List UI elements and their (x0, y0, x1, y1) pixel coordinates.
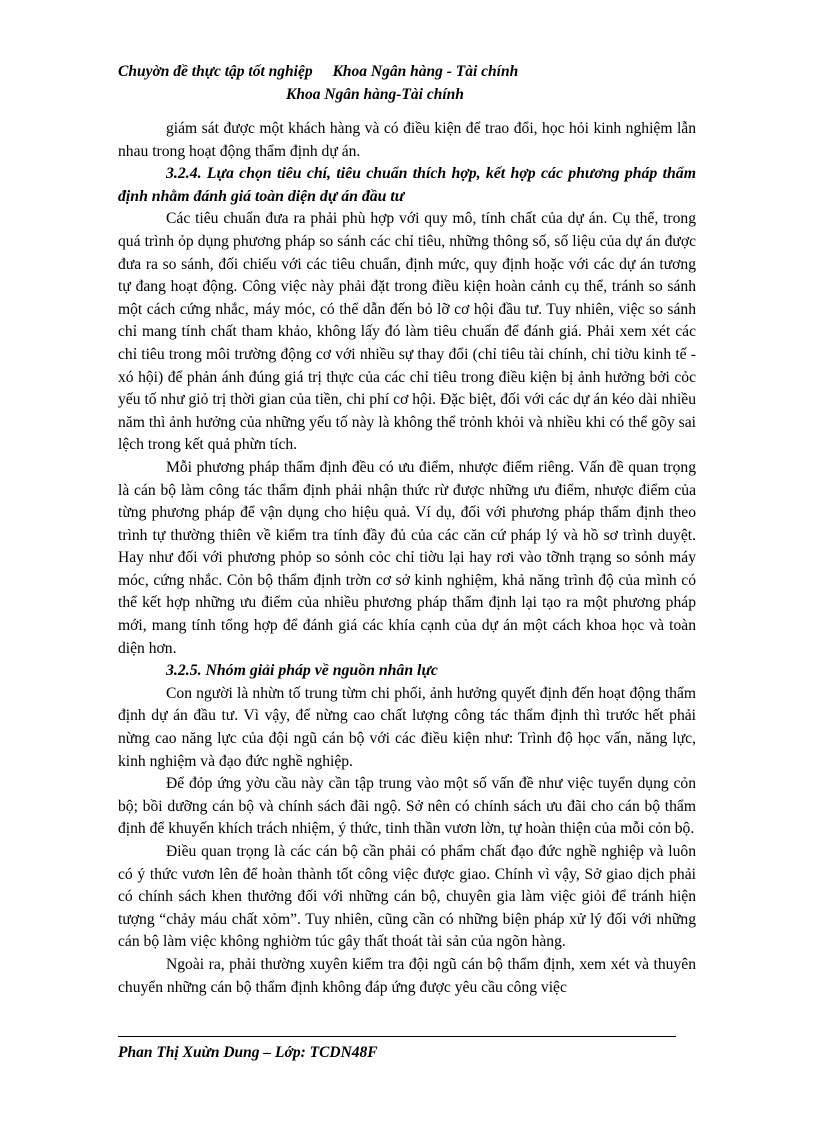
header-faculty: Khoa Ngân hàng - Tài chính (332, 63, 519, 80)
paragraph-methods: Mỗi phương pháp thẩm định đều có ưu điểm, nhược điểm riêng. Vấn đề quan trọng là cán bộ làm công tác thẩm định phải nhận thức rừ được những ưu điểm, nhược điểm của từng phương pháp để vận dụng cho hiệu quả. Ví dụ, đối với phương pháp thẩm định theo trình tự thường thiên về kiểm tra tính đầy đủ của các căn cứ pháp lý và hồ sơ trình duyệt. Hay như đối với phương phỏp so sỏnh cỏc chỉ tiờu lại hay rơi vào tỡnh trạng so sỏnh máy móc, cứng nhắc. Cỏn bộ thẩm định trờn cơ sở kinh nghiệm, khả năng trình độ của mình có thể kết hợp những ưu điểm của nhiều phương pháp thẩm định lại tạo ra một phương pháp mới, mang tính tổng hợp để đánh giá các khía cạnh của dự án một cách khoa học và toàn diện hơn. (118, 458, 696, 657)
header-line-1 (118, 60, 718, 83)
header-line-2: Khoa Ngân hàng-Tài chính (286, 86, 464, 103)
paragraph-criteria: Các tiêu chuẩn đưa ra phải phù hợp với quy mô, tính chất của dự án. Cụ thể, trong quá trình ỏp dụng phương pháp so sánh các chỉ tiêu, những thông số, số liệu của dự án được đưa ra so sánh, đối chiếu với các tiêu chuẩn, định mức, quy định hoặc với các dự án tương tự đang hoạt động. Công việc này phải đặt trong điều kiện hoàn cảnh cụ thể, tránh so sánh một cách cứng nhắc, máy móc, có thể dẫn đến bỏ lỡ cơ hội đầu tư. Tuy nhiên, việc so sánh chỉ mang tính chất tham khảo, không lấy đó làm tiêu chuẩn để đánh giá. Phải xem xét các chỉ tiêu trong môi trường động cơ với nhiều sự thay đổi (chỉ tiêu tài chính, chỉ tiờu kinh tế - xó hội) để phản ánh đúng giá trị thực của các chỉ tiêu trong điều kiện bị ảnh hưởng bởi cỏc yếu tố như giỏ trị thời gian của tiền, chi phí cơ hội. Đặc biệt, đối với các dự án kéo dài nhiều năm thì ảnh hưởng của những yếu tố này là không thể trỏnh khỏi và nhiều khi có thể gõy sai lệch trong kết quả phừn tích. (118, 210, 696, 454)
page-footer: Phan Thị Xuừn Dung – Lớp: TCDN48F (118, 1044, 378, 1061)
footer-divider (118, 1036, 676, 1037)
section-heading-3-2-4: 3.2.4. Lựa chọn tiêu chí, tiêu chuẩn thích hợp, kết hợp các phương pháp thẩm định nhằm đánh giá toàn diện dự án đầu tư (118, 165, 696, 205)
paragraph-human-factor: Con người là nhừn tố trung từm chi phối, ảnh hưởng quyết định đến hoạt động thẩm định dự án đầu tư. Vì vậy, để nừng cao chất lượng công tác thẩm định thì trước hết phải nừng cao năng lực của đội ngũ cán bộ với các điều kiện như: Trình độ học vấn, năng lực, kinh nghiệm và đạo đức nghề nghiệp. (118, 684, 696, 770)
paragraph-inspection: Ngoài ra, phải thường xuyên kiểm tra đội ngũ cán bộ thẩm định, xem xét và thuyên chuyển những cán bộ thẩm định không đáp ứng được yêu cầu công việc (118, 955, 696, 996)
paragraph-ethics: Điều quan trọng là các cán bộ cần phải có phẩm chất đạo đức nghề nghiệp và luôn có ý thức vươn lên để hoàn thành tốt công việc được giao. Chính vì vậy, Sở giao dịch phải có chính sách khen thưởng đối với những cán bộ, chuyên gia làm việc giỏi để tránh hiện tượng “chảy máu chất xỏm”. Tuy nhiên, cũng cần có những biện pháp xử lý đối với những cán bộ làm việc không nghiờm túc gây thất thoát tài sản của ngõn hàng. (118, 843, 696, 951)
page-header (118, 60, 718, 106)
section-heading-3-2-5: 3.2.5. Nhóm giải pháp về nguồn nhân lực (166, 662, 438, 680)
document-body (118, 118, 696, 999)
header-thesis-title: Chuyờn đề thực tập tốt nghiệp (118, 63, 313, 80)
paragraph-continued: giám sát được một khách hàng và có điều kiện để trao đổi, học hỏi kinh nghiệm lẫn nhau trong hoạt động thẩm định dự án. (118, 120, 696, 160)
paragraph-recruitment: Để đỏp ứng yờu cầu này cần tập trung vào một số vấn đề như việc tuyển dụng cỏn bộ; bồi dưỡng cán bộ và chính sách đãi ngộ. Sở nên có chính sách ưu đãi cho cán bộ thẩm định để khuyến khích trách nhiệm, ý thức, tinh thần vươn lờn, tự hoàn thiện của mỗi cỏn bộ. (118, 775, 696, 838)
